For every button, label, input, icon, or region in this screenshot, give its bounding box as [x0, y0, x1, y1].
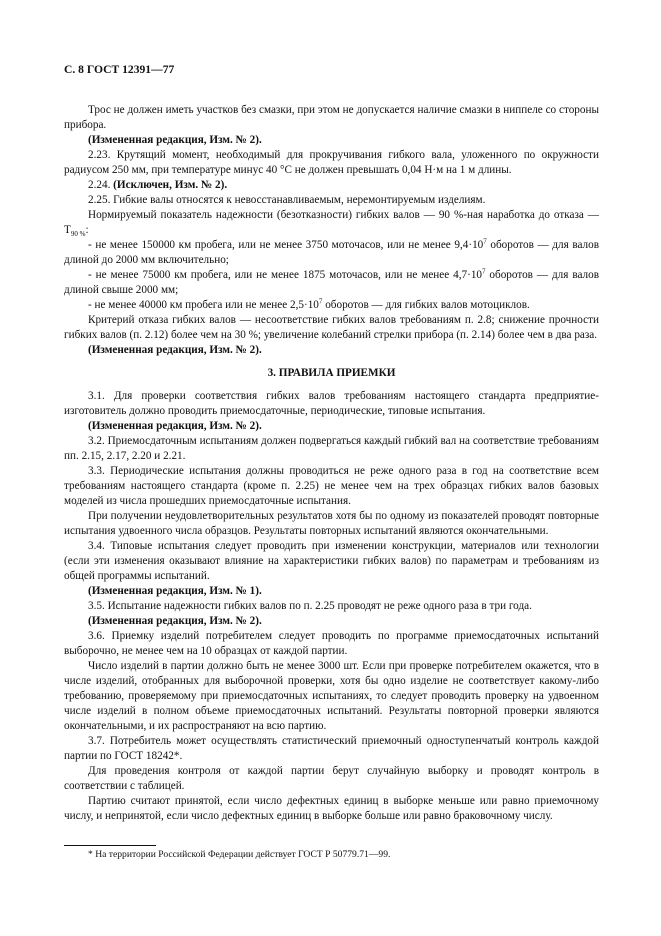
paragraph-3-6: 3.6. Приемку изделий потребителем следует проводить по программе приемосдаточных испытаний выборочно, не менее чем на 10 образцах от каждой партии.	[64, 630, 599, 657]
paragraph-3-3: 3.3. Периодические испытания должны проводиться не реже одного раза в год на соответствие всем требованиям настоящего стандарта (кроме п. 2.25) не менее чем на трех образцах гибких валов базовых моделей из числа прошедших приемосдаточные испытания.	[64, 465, 599, 507]
edition-note: (Измененная редакция, Изм. № 2).	[88, 615, 262, 627]
list-item-text: - не менее 40000 км пробега или не менее 2,5·10	[88, 299, 319, 311]
footnote-divider	[64, 845, 156, 846]
paragraph-3-4: 3.4. Типовые испытания следует проводить при изменении конструкции, материалов или технологии (если эти изменения оказывают влияние на характеристики гибких валов) по параметрам и требованиям из общей программы испытаний.	[64, 540, 599, 582]
exponent: 7	[482, 267, 486, 276]
footnote: * На территории Российской Федерации действует ГОСТ Р 50779.71—99.	[88, 849, 391, 860]
paragraph-3-2: 3.2. Приемосдаточным испытаниям должен подвергаться каждый гибкий вал на соответствие требованиям пп. 2.15, 2.17, 2.20 и 2.21.	[64, 435, 599, 462]
reliability-paragraph	[64, 208, 599, 238]
paragraph-3-5: 3.5. Испытание надежности гибких валов по п. 2.25 проводят не реже одного раза в три года.	[88, 600, 532, 612]
list-item	[64, 268, 599, 298]
document-page	[64, 63, 599, 861]
paragraph-3-7: 3.7. Потребитель может осуществлять статистический приемочный одноступенчатый контроль каждой партии по ГОСТ 18242*.	[64, 735, 599, 762]
body-text	[64, 103, 599, 824]
failure-criterion: Критерий отказа гибких валов — несоответствие гибких валов требованиям п. 2.8; снижение прочности гибких валов (п. 2.12) более чем на 30 %; увеличение колебаний стрелки прибора (п. 2.14) более чем в два раза.	[64, 314, 599, 341]
edition-note: (Измененная редакция, Изм. № 2).	[88, 134, 262, 146]
reliability-subscript: 90 %	[70, 230, 86, 239]
list-item	[64, 238, 599, 268]
section-title: 3. ПРАВИЛА ПРИЕМКИ	[267, 367, 396, 379]
exponent: 7	[483, 237, 487, 246]
list-item-text: - не менее 150000 км пробега, или не менее 3750 моточасов, или не менее 9,4·10	[88, 239, 484, 251]
list-item-text: оборотов — для валов длиной до 2000 мм включительно;	[64, 239, 599, 266]
paragraph-2-24	[64, 178, 599, 193]
page-header: С. 8 ГОСТ 12391—77	[64, 63, 175, 76]
edition-note: (Измененная редакция, Изм. № 1).	[88, 585, 262, 597]
paragraph-3-6-lot: Число изделий в партии должно быть не менее 3000 шт. Если при проверке потребителем окажется, что в числе изделий, отобранных для выборочной проверки, хотя бы одно изделие не соответствует какому-либо требованию, проверяемому при приемосдаточных испытаниях, то следует проводить проверку на удвоенном числе изделий в полном объеме приемосдаточных испытаний. Результаты повторной проверки являются окончательными, и их распространяют на всю партию.	[64, 660, 599, 732]
paragraph-cable: Трос не должен иметь участков без смазки, при этом не допускается наличие смазки в ниппеле со стороны прибора.	[64, 104, 599, 131]
reliability-text: Нормируемый показатель надежности (безотказности) гибких валов — 90 %-ная наработка до отказа — Т	[64, 209, 599, 236]
list-item-text: оборотов — для валов длиной свыше 2000 мм;	[64, 269, 599, 296]
exponent: 7	[318, 297, 323, 306]
reliability-colon: :	[85, 224, 89, 236]
edition-note: (Измененная редакция, Изм. № 2).	[88, 420, 262, 432]
edition-note: (Измененная редакция, Изм. № 2).	[88, 344, 262, 356]
paragraph-2-25: 2.25. Гибкие валы относятся к невосстанавливаемым, неремонтируемым изделиям.	[88, 194, 486, 206]
clause-number: 2.24.	[88, 179, 111, 191]
paragraph-3-3-repeat: При получении неудовлетворительных результатов хотя бы по одному из показателей проводят повторные испытания удвоенного числа образцов. Результаты повторных испытаний являются окончательными.	[64, 510, 599, 537]
list-item-text: оборотов — для гибких валов мотоциклов.	[322, 299, 530, 311]
paragraph-3-7-sample: Для проведения контроля от каждой партии берут случайную выборку и проводят контроль в соответствии с таблицей.	[64, 765, 599, 792]
list-item	[64, 298, 599, 313]
paragraph-2-23: 2.23. Крутящий момент, необходимый для прокручивания гибкого вала, уложенного по окружности радиусом 250 мм, при температуре минус 40 °С не должен превышать 0,04 Н·м на 1 м длины.	[64, 149, 599, 176]
paragraph-3-7-acceptance: Партию считают принятой, если число дефектных единиц в выборке меньше или равно приемочному числу, и непринятой, если число дефектных единиц в выборке больше или равно браковочному числу.	[64, 795, 599, 822]
paragraph-3-1: 3.1. Для проверки соответствия гибких валов требованиям настоящего стандарта предприятие-изготовитель должно проводить приемосдаточные, периодические, типовые испытания.	[64, 390, 599, 417]
list-item-text: - не менее 75000 км пробега, или не менее 1875 моточасов, или не менее 4,7·10	[88, 269, 483, 281]
excluded-note: (Исключен, Изм. № 2).	[113, 179, 228, 191]
